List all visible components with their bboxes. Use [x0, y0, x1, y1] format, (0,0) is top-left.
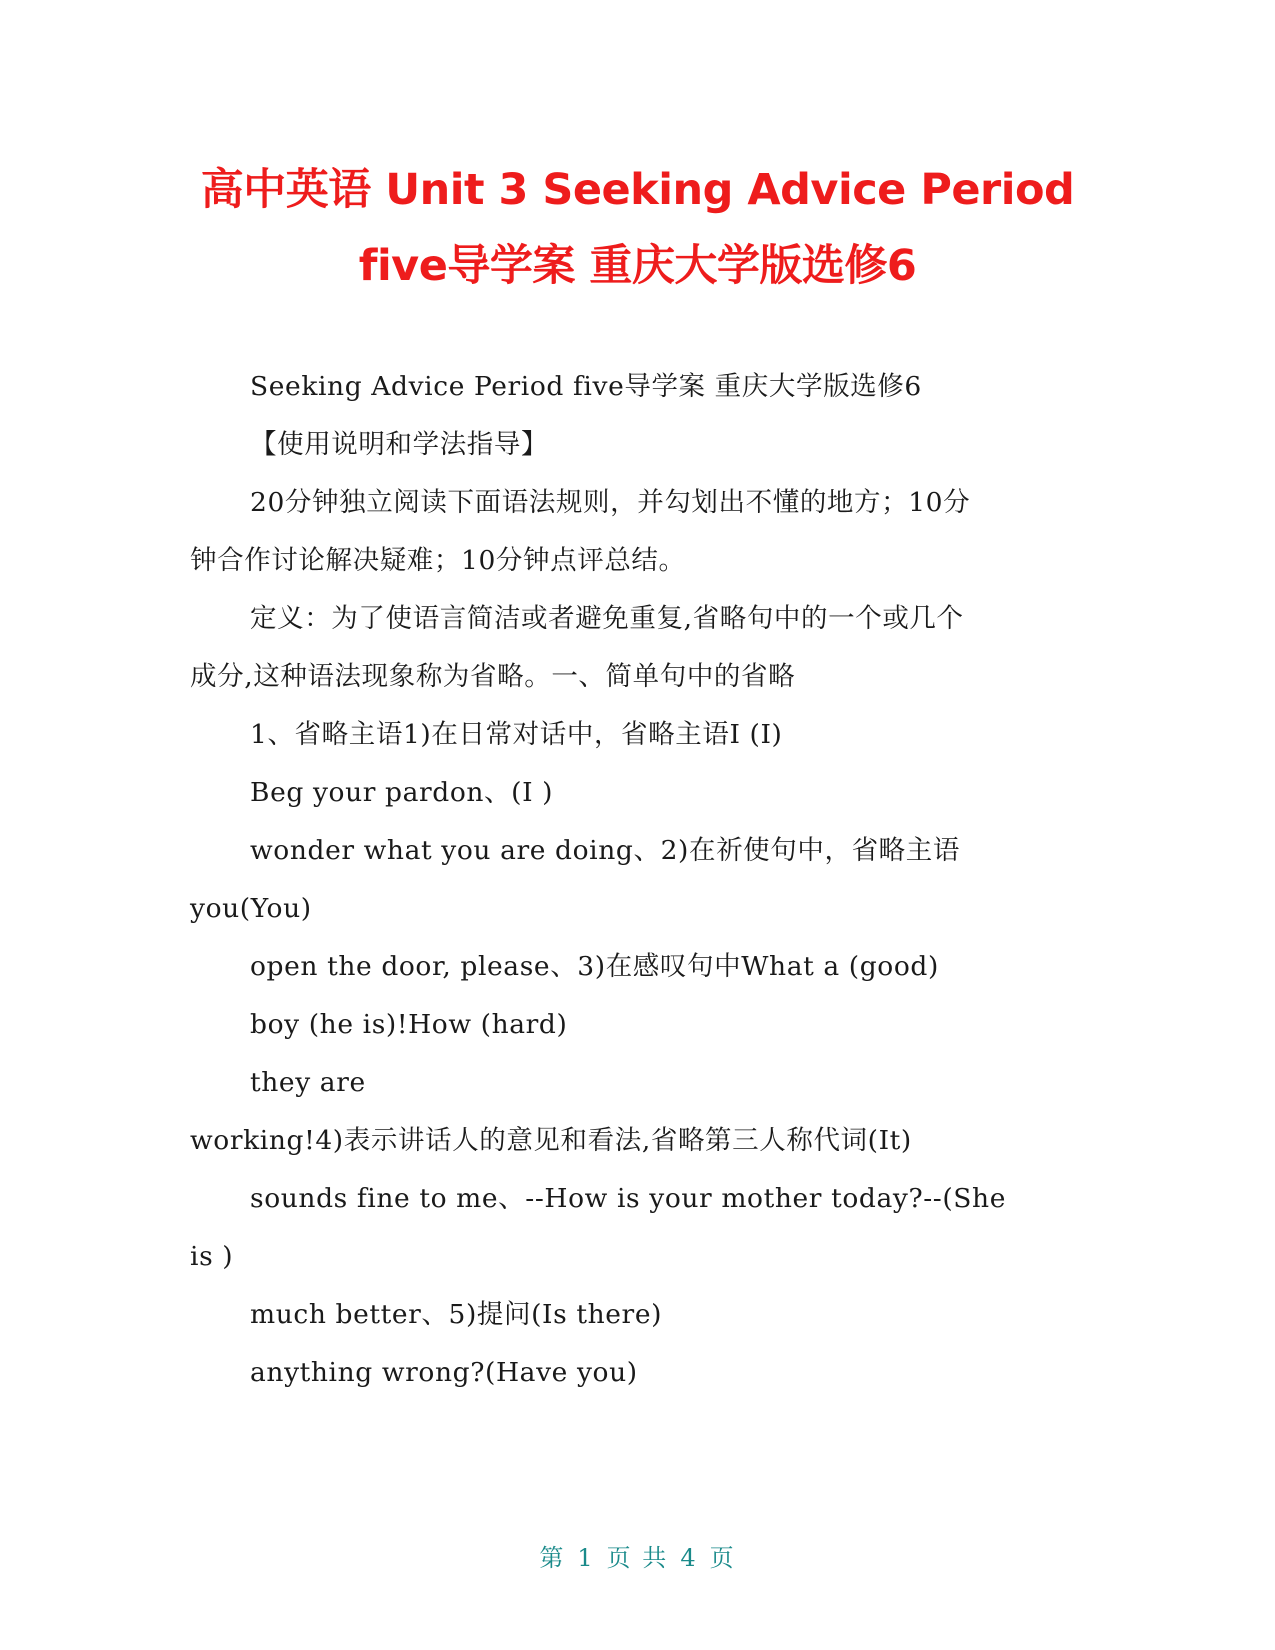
- footer-total-pages: 4: [680, 1544, 698, 1572]
- body-line: anything wrong?(Have you): [250, 1357, 638, 1388]
- body-line: boy (he is)!How (hard): [250, 1009, 568, 1040]
- footer-label-pages: 页: [709, 1544, 736, 1572]
- footer-current-page: 1: [577, 1544, 595, 1572]
- body-line: working!4)表示讲话人的意见和看法,省略第三人称代词(It): [190, 1125, 912, 1156]
- body-line: is ): [190, 1241, 234, 1272]
- document-title: [150, 152, 1125, 304]
- body-line: much better、5)提问(Is there): [250, 1299, 663, 1330]
- body-line-subtitle: Seeking Advice Period five导学案 重庆大学版选修6: [250, 371, 922, 402]
- body-line-definition: 定义：为了使语言简洁或者避免重复,省略句中的一个或几个: [250, 603, 964, 634]
- title-line-2: five导学案 重庆大学版选修6: [358, 241, 917, 291]
- footer-label-page: 第: [539, 1544, 566, 1572]
- title-line-1: 高中英语 Unit 3 Seeking Advice Period: [200, 165, 1075, 215]
- body-line: they are: [250, 1067, 366, 1098]
- body-line: open the door, please、3)在感叹句中What a (good): [250, 951, 939, 982]
- body-line: you(You): [190, 893, 312, 924]
- footer-label-of: 页 共: [606, 1544, 669, 1572]
- body-line-instructions-heading: 【使用说明和学法指导】: [250, 429, 549, 460]
- body-line: wonder what you are doing、2)在祈使句中，省略主语: [250, 835, 960, 866]
- body-line: 20分钟独立阅读下面语法规则，并勾划出不懂的地方；10分: [250, 487, 971, 518]
- body-line: 1、省略主语1)在日常对话中，省略主语I (I): [250, 719, 783, 750]
- body-line: 钟合作讨论解决疑难；10分钟点评总结。: [190, 545, 686, 576]
- body-line: Beg your pardon、(I ): [250, 777, 554, 808]
- page-footer: [0, 1538, 1275, 1573]
- body-line: sounds fine to me、--How is your mother today?--(She: [250, 1183, 1006, 1214]
- body-line: 成分,这种语法现象称为省略。一、简单句中的省略: [190, 661, 796, 692]
